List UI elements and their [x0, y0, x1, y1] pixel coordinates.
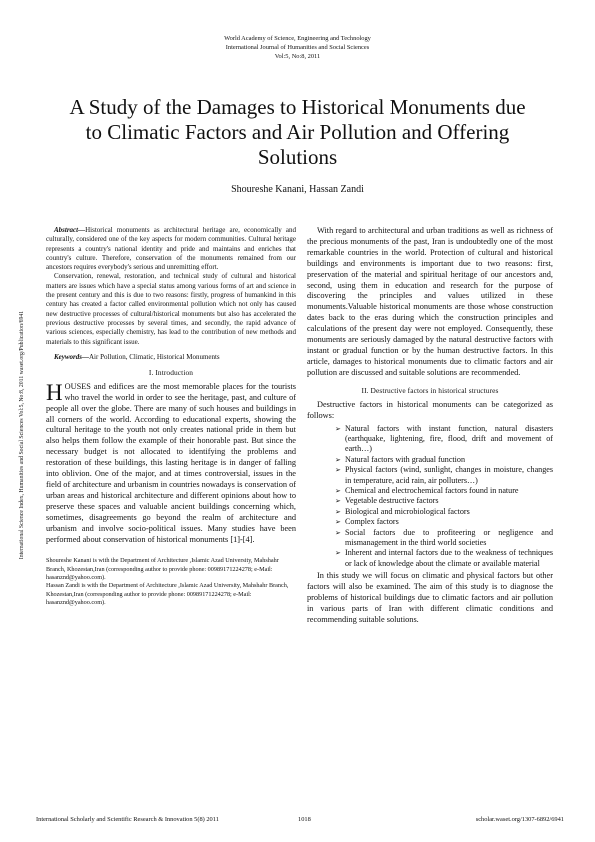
sidebar-citation-text: International Science Index, Humanities and Social Sciences Vol:5, No:8, 2011 waset.org/Publication/6941: [19, 310, 25, 560]
list-item-text: Vegetable destructive factors: [345, 496, 439, 506]
list-item: [335, 548, 553, 569]
list-item: [335, 424, 553, 455]
abstract-label: Abstract—: [54, 226, 86, 234]
footnote-author-2: Hassan Zandi is with the Department of Architecture ,Islamic Azad University, Mahshahr Branch, Khozestan,Iran (corresponding author to provide phone: 00989171224278; e-Mail: hasanznd@yahoo.com).: [46, 582, 289, 606]
arrow-bullet-icon: ➢: [335, 466, 341, 475]
section2-intro-text: Destructive factors in historical monuments can be categorized as follows:: [307, 399, 553, 420]
arrow-bullet-icon: ➢: [335, 486, 341, 495]
arrow-bullet-icon: ➢: [335, 507, 341, 516]
list-item: [335, 507, 553, 517]
list-item-text: Complex factors: [345, 517, 399, 527]
list-item: [335, 517, 553, 527]
arrow-bullet-icon: ➢: [335, 424, 341, 433]
arrow-bullet-icon: ➢: [335, 455, 341, 464]
list-item: [335, 496, 553, 506]
abstract: [46, 226, 296, 347]
abstract-paragraph-1: Historical monuments as architectural heritage are, economically and culturally, considered one of the key aspects for modern communities. Cultural heritage represents a country's national identity and pride and maintains and enriches that country's culture. Therefore, conservation of the monuments remained from our ancestors requires everybody's serious and unremitting effort.: [46, 226, 296, 272]
arrow-bullet-icon: ➢: [335, 518, 341, 527]
keywords: [46, 353, 296, 361]
list-item: [335, 528, 553, 549]
sidebar-citation: [16, 298, 28, 578]
author-footnotes: [46, 557, 296, 607]
list-item-text: Physical factors (wind, sunlight, changes in moisture, changes in temperature, acid rain, air polluters…): [345, 465, 553, 485]
list-item: [335, 465, 553, 486]
section2-intro: [307, 400, 553, 422]
list-item-text: Natural factors with instant function, natural disasters (earthquake, lightening, fire, flood, drift and movement of earth…): [345, 423, 553, 454]
paper-title: A Study of the Damages to Historical Monuments due to Climatic Factors and Air Pollution and Offering Solutions: [69, 95, 526, 169]
introduction-text: OUSES and edifices are the most memorable places for the tourists who travel the world in order to see the heritage, past, and culture of people all over the globe. There are many of such houses and buildings in all corners of the world. According to educational experts, showing the cultural heritage to the youth not only creates national pride in them but also helps them follow the example of their honorable past. But since the necessary budget is not allocated to identifying the problems and restoration of these buildings, this lasting heritage is in danger of falling into oblivion. One of the major, and at times controversial, issues in the field of architecture and urbanism in countries nowadays is conservation of urban areas and historical architecture and different opinions about how to preserve these spaces and valuable ancient buildings concerning which, sometimes, disagreements go beyond the realm of architecture and urbanism and involve socio-political issues. Many studies have been performed about conservation of historical monuments [1]-[4].: [46, 381, 296, 544]
list-item-text: Chemical and electrochemical factors found in nature: [345, 485, 519, 495]
header-line-1: World Academy of Science, Engineering and Technology: [224, 35, 371, 42]
section-heading-destructive-factors: II. Destructive factors in historical structures: [361, 385, 499, 395]
header-line-3: Vol:5, No:8, 2011: [274, 53, 321, 60]
left-column: [46, 226, 296, 607]
list-item: [335, 455, 553, 465]
page-number: 1018: [298, 816, 311, 823]
abstract-paragraph-2: Conservation, renewal, restoration, and technical study of cultural and historical matters are issues which have a special status among various forms of art and science in the present century and this is due to two reasons: firstly, progress of humankind in this century has created a factor called environmental pollution which not only has caused new destructive processes of cultural/historical monuments but also has accelerated the previous destructive processes by several times, and secondly, the rapid advance of various sciences, especially chemistry, has lead to the contribution of new methods and materials to this significant issue.: [46, 272, 296, 346]
journal-header: [0, 34, 595, 61]
keywords-label: Keywords—: [54, 352, 89, 361]
arrow-bullet-icon: ➢: [335, 528, 341, 537]
arrow-bullet-icon: ➢: [335, 549, 341, 558]
list-item: [335, 486, 553, 496]
footer-url[interactable]: scholar.waset.org/1307-6892/6941: [475, 816, 564, 823]
arrow-bullet-icon: ➢: [335, 497, 341, 506]
footnote-author-1: Shoureshe Kanani is with the Department of Architecture ,Islamic Azad University, Mahshahr Branch, Khozestan,Iran (corresponding author to provide phone: 00989171224278; e-Mail: hasanznd@yahoo.com).: [46, 557, 279, 582]
right-final-paragraph-text: In this study we will focus on climatic and physical factors but other factors will also be examined. The aim of this study is to diagnose the problems of historical buildings due to climatic factors and air pollution in various parts of Iran with different climatic conditions and recommending suitable solutions.: [307, 571, 553, 624]
section-heading-introduction: I. Introduction: [148, 367, 194, 377]
footer-left: International Scholarly and Scientific Research & Innovation 5(8) 2011: [36, 816, 219, 823]
list-item-text: Social factors due to profiteering or negligence and mismanagement in the third world societies: [345, 527, 553, 547]
header-line-2: International Journal of Humanities and Social Sciences: [225, 44, 370, 51]
list-item-text: Natural factors with gradual function: [345, 454, 466, 464]
introduction-body: [46, 379, 296, 546]
list-item-text: Inherent and internal factors due to the weakness of techniques or lack of knowledge about the climate or available material: [345, 548, 553, 568]
drop-cap: H: [46, 379, 63, 405]
paper-authors: Shoureshe Kanani, Hassan Zandi: [231, 184, 364, 195]
right-column: [307, 226, 553, 626]
list-item-text: Biological and microbiological factors: [345, 506, 470, 516]
right-paragraph-1: [307, 226, 553, 379]
destructive-factors-list: [307, 424, 553, 570]
right-final-paragraph: [307, 571, 553, 626]
keywords-text: Air Pollution, Climatic, Historical Monuments: [89, 352, 220, 361]
right-paragraph-1-text: With regard to architectural and urban traditions as well as richness of the precious monuments of the past, Iran is undoubtedly one of the most remarkable countries in the world. Protection of cultural and historical buildings and environments is important due to two reasons: first, preservation of the material and spiritual heritage of our ancestors and, second, using them in education and research for the purpose of discovering the principles and values utilized in these monuments.Valuable historical monuments are those whose construction dates back to the eras during which the construction principles and calculations of the present day were not employed. Consequently, these monuments are seriously damaged by the natural destructive factors with instant or gradual function or by the human destructive factors. In this article, damages to historical monuments due to climatic factors and air pollution are discussed and suitable solutions are recommended.: [307, 226, 553, 377]
